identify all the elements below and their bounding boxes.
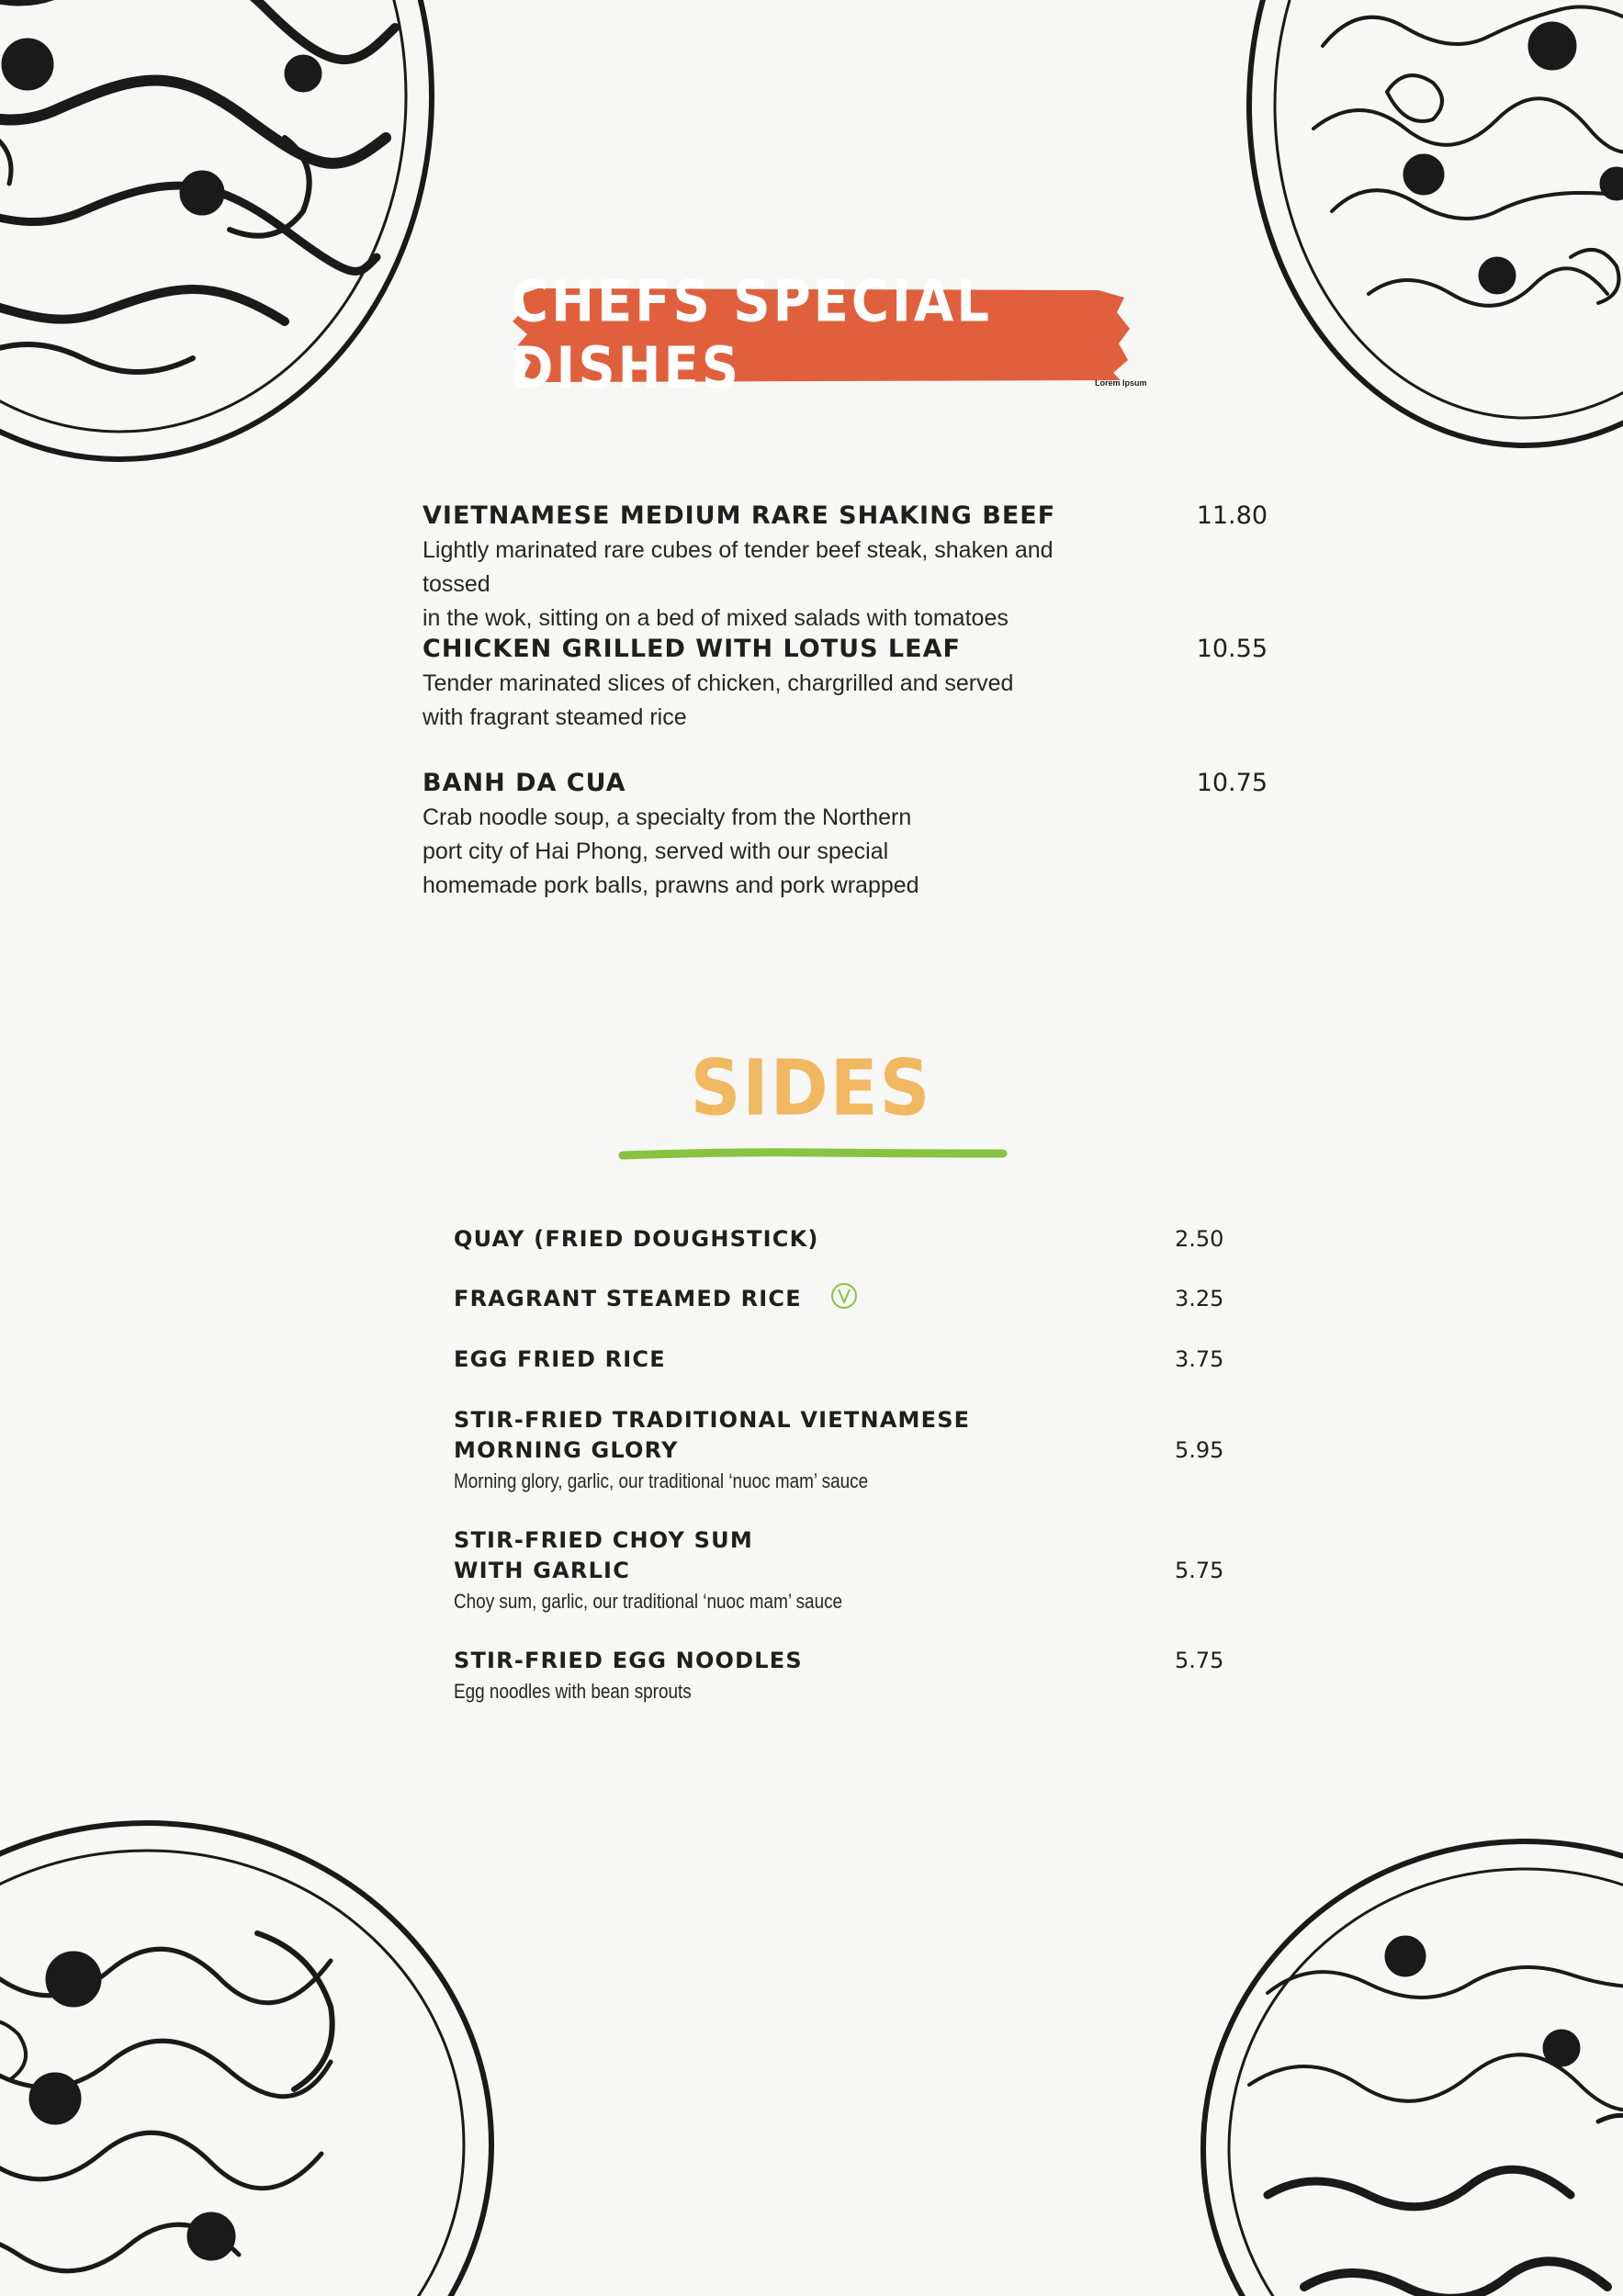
vegetarian-v-icon — [830, 1282, 858, 1310]
chefs-special-heading: CHEFS SPECIAL DISHES — [511, 268, 992, 402]
banner-subnote: Lorem Ipsum — [1095, 378, 1147, 388]
side-price: 3.25 — [1175, 1286, 1224, 1311]
dish-item — [423, 501, 1268, 636]
dish-description — [423, 534, 1121, 636]
sides-heading: SIDES — [690, 1042, 932, 1133]
side-item — [454, 1224, 1225, 1255]
side-item — [454, 1345, 1225, 1375]
sides-underline — [617, 1144, 1008, 1165]
side-name: WITH GARLIC — [454, 1558, 631, 1583]
food-bowl-illustration-bottom-right — [1167, 1809, 1623, 2296]
side-item — [454, 1646, 1225, 1707]
dish-price: 11.80 — [1196, 501, 1268, 530]
side-price: 2.50 — [1175, 1226, 1224, 1252]
description-line: port city of Hai Phong, served with our special — [423, 838, 889, 864]
side-name: STIR-FRIED CHOY SUM — [454, 1527, 753, 1553]
side-name: QUAY (FRIED DOUGHSTICK) — [454, 1226, 819, 1252]
dish-item — [423, 634, 1268, 735]
side-name-row — [454, 1284, 1225, 1314]
dish-price: 10.55 — [1196, 635, 1268, 663]
chefs-special-banner — [511, 268, 1132, 402]
dish-name: VIETNAMESE MEDIUM RARE SHAKING BEEF — [423, 501, 1056, 530]
food-bowl-illustration-bottom-left — [0, 1795, 533, 2296]
side-price: 5.75 — [1175, 1558, 1224, 1583]
dish-name: BANH DA CUA — [423, 769, 626, 797]
side-name: FRAGRANT STEAMED RICE — [454, 1286, 802, 1311]
side-description: Choy sum, garlic, our traditional ‘nuoc mam’ sauce — [454, 1590, 843, 1613]
description-line: in the wok, sitting on a bed of mixed salads with tomatoes — [423, 605, 1009, 631]
side-name: STIR-FRIED TRADITIONAL VIETNAMESE — [454, 1407, 971, 1433]
side-description: Egg noodles with bean sprouts — [454, 1680, 692, 1703]
side-name: STIR-FRIED EGG NOODLES — [454, 1648, 803, 1673]
food-bowl-illustration-top-left — [0, 0, 450, 478]
dish-price: 10.75 — [1196, 769, 1268, 797]
side-price: 5.75 — [1175, 1648, 1224, 1673]
side-name: MORNING GLORY — [454, 1437, 679, 1463]
side-item — [454, 1284, 1225, 1314]
dish-name: CHICKEN GRILLED WITH LOTUS LEAF — [423, 635, 961, 663]
description-line: Lightly marinated rare cubes of tender beef steak, shaken and tossed — [423, 537, 1054, 597]
dish-description — [423, 667, 1121, 735]
side-price: 5.95 — [1175, 1437, 1224, 1463]
description-line: with fragrant steamed rice — [423, 704, 687, 730]
side-name: EGG FRIED RICE — [454, 1346, 666, 1372]
dish-description — [423, 801, 1121, 903]
food-bowl-illustration-top-right — [1222, 0, 1623, 468]
side-item — [454, 1405, 1225, 1497]
dish-item — [423, 768, 1268, 903]
description-line: Crab noodle soup, a specialty from the Northern — [423, 805, 912, 830]
side-item — [454, 1525, 1225, 1617]
side-description: Morning glory, garlic, our traditional ‘nuoc mam’ sauce — [454, 1469, 869, 1492]
description-line: homemade pork balls, prawns and pork wrapped — [423, 872, 919, 898]
side-price: 3.75 — [1175, 1346, 1224, 1372]
description-line: Tender marinated slices of chicken, chargrilled and served — [423, 670, 1014, 696]
